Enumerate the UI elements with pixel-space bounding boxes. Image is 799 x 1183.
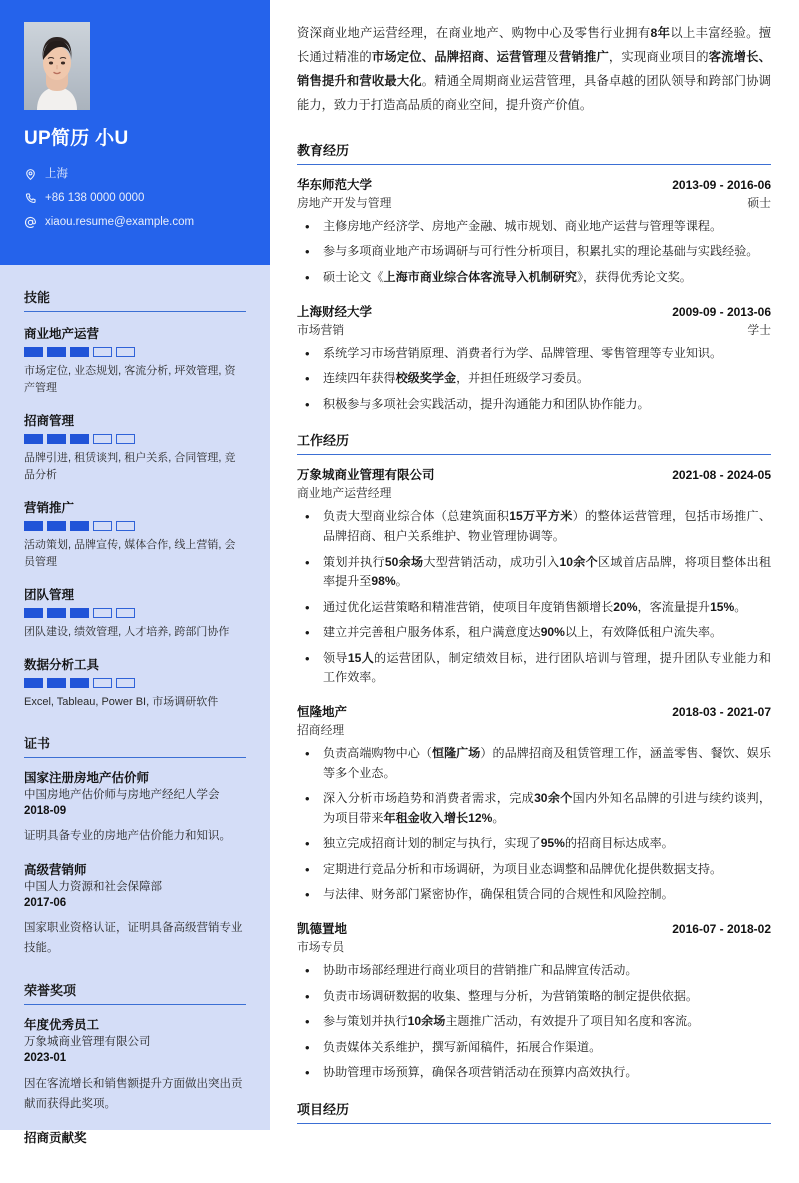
sidebar-header <box>0 0 270 265</box>
work-section-title: 工作经历 <box>297 430 771 455</box>
main-content <box>270 0 799 1130</box>
education-entry <box>297 175 771 288</box>
work-entry-organization: 万象城商业管理有限公司 <box>297 468 435 483</box>
award-item <box>24 1130 246 1147</box>
certificates-section <box>24 733 246 959</box>
certificate-item-org: 中国房地产估价师与房地产经纪人学会 <box>24 788 220 801</box>
award-item-org: 万象城商业管理有限公司 <box>24 1036 151 1049</box>
skill-level-box-empty <box>116 608 135 618</box>
skill-level-box-filled <box>47 678 66 688</box>
professional-summary: 资深商业地产运营经理，在商业地产、购物中心及零售行业拥有8年以上丰富经验。擅长通过精准的市场定位、品牌招商、运营管理及营销推广，实现商业项目的客流增长、销售提升和营收最大化。精通全周期商业运营管理，具备卓越的团队领导和跨部门协调能力，致力于打造高品质的商业空间，提升资产价值。 <box>297 26 771 112</box>
work-entry-bullet-list <box>297 744 771 905</box>
work-entry-subheader <box>297 484 771 501</box>
sidebar <box>0 0 270 1145</box>
skill-item <box>24 498 246 571</box>
education-entry-bullet-list <box>297 217 771 288</box>
work-entry-subheader <box>297 721 771 738</box>
projects-section <box>297 1099 771 1124</box>
skills-section <box>24 287 246 711</box>
work-entry-organization: 凯德置地 <box>297 922 348 937</box>
skill-item <box>24 585 246 641</box>
skill-description: 活动策划, 品牌宣传, 媒体合作, 线上营销, 会员管理 <box>24 538 236 568</box>
education-entry-subheader <box>297 194 771 211</box>
award-item-name: 年度优秀员工 <box>24 1018 100 1033</box>
skill-level-box-filled <box>24 347 43 357</box>
work-entry-bullet: • 协助管理市场预算，确保各项营销活动在预算内高效执行。 <box>297 1063 771 1083</box>
skill-name: 营销推广 <box>24 500 75 515</box>
award-item-description: 因在客流增长和销售额提升方面做出突出贡献而获得此奖项。 <box>24 1077 243 1110</box>
skill-level-box-empty <box>116 678 135 688</box>
profile-photo <box>24 22 90 110</box>
work-entry-date-range: 2021-08 - 2024-05 <box>672 468 771 483</box>
skill-level-box-filled <box>70 521 89 531</box>
contact-location-value: 上海 <box>45 167 68 180</box>
skill-item <box>24 324 246 397</box>
award-item-date: 2023-01 <box>24 1052 67 1065</box>
work-entry-role: 商业地产运营经理 <box>297 486 392 501</box>
skill-level-box-filled <box>24 521 43 531</box>
education-entry-bullet: • 主修房地产经济学、房地产金融、城市规划、商业地产运营与管理等课程。 <box>297 217 771 237</box>
education-entry-bullet: • 系统学习市场营销原理、消费者行为学、品牌管理、零售管理等专业知识。 <box>297 344 771 364</box>
work-entry-header <box>297 702 771 720</box>
skill-level-box-filled <box>47 434 66 444</box>
education-entry-header <box>297 175 771 193</box>
skill-level-box-empty <box>93 678 112 688</box>
certificate-item-date: 2017-06 <box>24 897 67 910</box>
skill-item <box>24 655 246 711</box>
education-entry-bullet: • 参与多项商业地产市场调研与可行性分析项目，积累扎实的理论基础与实践经验。 <box>297 242 771 262</box>
award-item-name: 招商贡献奖 <box>24 1130 87 1145</box>
certificate-item-name: 高级营销师 <box>24 863 87 878</box>
education-entry-role: 市场营销 <box>297 322 345 337</box>
skill-item <box>24 411 246 484</box>
work-entry-bullet: • 与法律、财务部门紧密协作，确保租赁合同的合规性和风险控制。 <box>297 885 771 905</box>
work-entry-bullet: • 深入分析市场趋势和消费者需求，完成30余个国内外知名品牌的引进与续约谈判，为项目带来年租金收入增长12%。 <box>297 789 771 828</box>
work-entry <box>297 919 771 1083</box>
skill-level-meter <box>24 678 246 688</box>
work-entry <box>297 702 771 905</box>
phone-icon <box>24 192 37 205</box>
education-entry-bullet: • 硕士论文《上海市商业综合体客流导入机制研究》，获得优秀论文奖。 <box>297 268 771 288</box>
skill-level-box-filled <box>24 608 43 618</box>
skill-level-box-filled <box>47 347 66 357</box>
education-entry-date-range: 2013-09 - 2016-06 <box>672 177 771 192</box>
skill-level-box-filled <box>24 434 43 444</box>
certificate-item-description: 国家职业资格认证，证明具备高级营销专业技能。 <box>24 922 243 955</box>
work-entry-bullet-list <box>297 961 771 1083</box>
education-entry-role: 房地产开发与管理 <box>297 195 392 210</box>
skill-level-meter <box>24 521 246 531</box>
skill-description: Excel, Tableau, Power BI, 市场调研软件 <box>24 695 219 708</box>
education-entry-organization: 华东师范大学 <box>297 177 373 192</box>
certificate-item-description: 证明具备专业的房地产估价能力和知识。 <box>24 830 231 843</box>
skill-description: 品牌引进, 租赁谈判, 租户关系, 合同管理, 竞品分析 <box>24 451 236 481</box>
sidebar-body <box>0 265 270 1183</box>
contact-email-value: xiaou.resume@example.com <box>45 215 195 228</box>
skill-level-meter <box>24 347 246 357</box>
work-entry-bullet: • 负责大型商业综合体（总建筑面积15万平方米）的整体运营管理，包括市场推广、品牌招商、租户关系维护、物业管理协调等。 <box>297 507 771 546</box>
person-name: UP简历 小U <box>24 128 129 149</box>
work-entry-header <box>297 465 771 483</box>
education-entry-date-range: 2009-09 - 2013-06 <box>672 304 771 319</box>
work-section <box>297 430 771 1083</box>
award-item <box>24 1017 246 1113</box>
projects-section-title: 项目经历 <box>297 1099 771 1124</box>
education-entry-bullet-list <box>297 344 771 415</box>
awards-list <box>24 1017 246 1146</box>
skill-level-box-filled <box>47 608 66 618</box>
education-entry-subheader <box>297 321 771 338</box>
education-entry-degree: 硕士 <box>747 195 771 210</box>
certificate-item <box>24 862 246 958</box>
work-entry-bullet: • 协助市场部经理进行商业项目的营销推广和品牌宣传活动。 <box>297 961 771 981</box>
work-entry-header <box>297 919 771 937</box>
education-entry-organization: 上海财经大学 <box>297 304 373 319</box>
skill-level-box-filled <box>24 678 43 688</box>
skill-level-box-empty <box>116 521 135 531</box>
skill-description: 团队建设, 绩效管理, 人才培养, 跨部门协作 <box>24 625 230 638</box>
education-entry-bullet: • 连续四年获得校级奖学金，并担任班级学习委员。 <box>297 369 771 389</box>
work-entry-date-range: 2018-03 - 2021-07 <box>672 704 771 719</box>
certificate-item-date: 2018-09 <box>24 804 67 817</box>
awards-section-title: 荣誉奖项 <box>24 980 246 1005</box>
skill-level-box-filled <box>70 678 89 688</box>
skill-name: 商业地产运营 <box>24 326 100 341</box>
skill-level-box-filled <box>70 347 89 357</box>
certificate-item <box>24 770 246 846</box>
work-entry-bullet: • 领导15人的运营团队，制定绩效目标，进行团队培训与管理，提升团队专业能力和工作效率。 <box>297 649 771 688</box>
work-entry-organization: 恒隆地产 <box>297 704 348 719</box>
skill-name: 数据分析工具 <box>24 657 100 672</box>
work-list <box>297 465 771 1083</box>
work-entry-bullet: • 独立完成招商计划的制定与执行，实现了95%的招商目标达成率。 <box>297 834 771 854</box>
work-entry-bullet: • 负责市场调研数据的收集、整理与分析，为营销策略的制定提供依据。 <box>297 987 771 1007</box>
skills-list <box>24 324 246 711</box>
contact-phone-value: +86 138 0000 0000 <box>45 191 145 204</box>
skill-level-box-empty <box>116 347 135 357</box>
awards-section <box>24 980 246 1146</box>
skill-level-box-empty <box>93 608 112 618</box>
skill-level-meter <box>24 434 246 444</box>
skill-level-box-empty <box>93 521 112 531</box>
at-sign-icon <box>24 216 37 229</box>
skill-level-box-empty <box>116 434 135 444</box>
education-entry <box>297 302 771 415</box>
skill-name: 团队管理 <box>24 587 75 602</box>
work-entry-date-range: 2016-07 - 2018-02 <box>672 922 771 937</box>
work-entry-bullet: • 参与策划并执行10余场主题推广活动，有效提升了项目知名度和客流。 <box>297 1012 771 1032</box>
education-list <box>297 175 771 414</box>
work-entry-role: 招商经理 <box>297 722 345 737</box>
skill-level-meter <box>24 608 246 618</box>
work-entry-bullet: • 负责高端购物中心（恒隆广场）的品牌招商及租赁管理工作，涵盖零售、餐饮、娱乐等多个业态。 <box>297 744 771 783</box>
skill-level-box-filled <box>70 608 89 618</box>
skill-level-box-filled <box>70 434 89 444</box>
education-section-title: 教育经历 <box>297 140 771 165</box>
work-entry-bullet: • 负责媒体关系维护，撰写新闻稿件，拓展合作渠道。 <box>297 1038 771 1058</box>
work-entry-bullet: • 定期进行竞品分析和市场调研，为项目业态调整和品牌优化提供数据支持。 <box>297 860 771 880</box>
contact-phone <box>24 191 246 206</box>
skills-section-title: 技能 <box>24 287 246 312</box>
work-entry-bullet: • 通过优化运营策略和精准营销，使项目年度销售额增长20%，客流量提升15%。 <box>297 598 771 618</box>
education-entry-bullet: • 积极参与多项社会实践活动，提升沟通能力和团队协作能力。 <box>297 395 771 415</box>
skill-name: 招商管理 <box>24 413 75 428</box>
skill-level-box-empty <box>93 347 112 357</box>
contact-location <box>24 167 246 182</box>
work-entry-subheader <box>297 938 771 955</box>
skill-description: 市场定位, 业态规划, 客流分析, 坪效管理, 资产管理 <box>24 364 236 394</box>
education-entry-header <box>297 302 771 320</box>
education-section <box>297 140 771 414</box>
certificates-list <box>24 770 246 959</box>
contact-email <box>24 215 246 230</box>
certificate-item-name: 国家注册房地产估价师 <box>24 770 150 785</box>
skill-level-box-empty <box>93 434 112 444</box>
work-entry <box>297 465 771 688</box>
work-entry-bullet: • 建立并完善租户服务体系，租户满意度达90%以上，有效降低租户流失率。 <box>297 623 771 643</box>
work-entry-bullet-list <box>297 507 771 688</box>
education-entry-degree: 学士 <box>747 322 771 337</box>
location-pin-icon <box>24 168 37 181</box>
work-entry-role: 市场专员 <box>297 940 345 955</box>
work-entry-bullet: • 策划并执行50余场大型营销活动，成功引入10余个区域首店品牌，将项目整体出租率提升至98%。 <box>297 553 771 592</box>
certificates-section-title: 证书 <box>24 733 246 758</box>
certificate-item-org: 中国人力资源和社会保障部 <box>24 881 162 894</box>
skill-level-box-filled <box>47 521 66 531</box>
